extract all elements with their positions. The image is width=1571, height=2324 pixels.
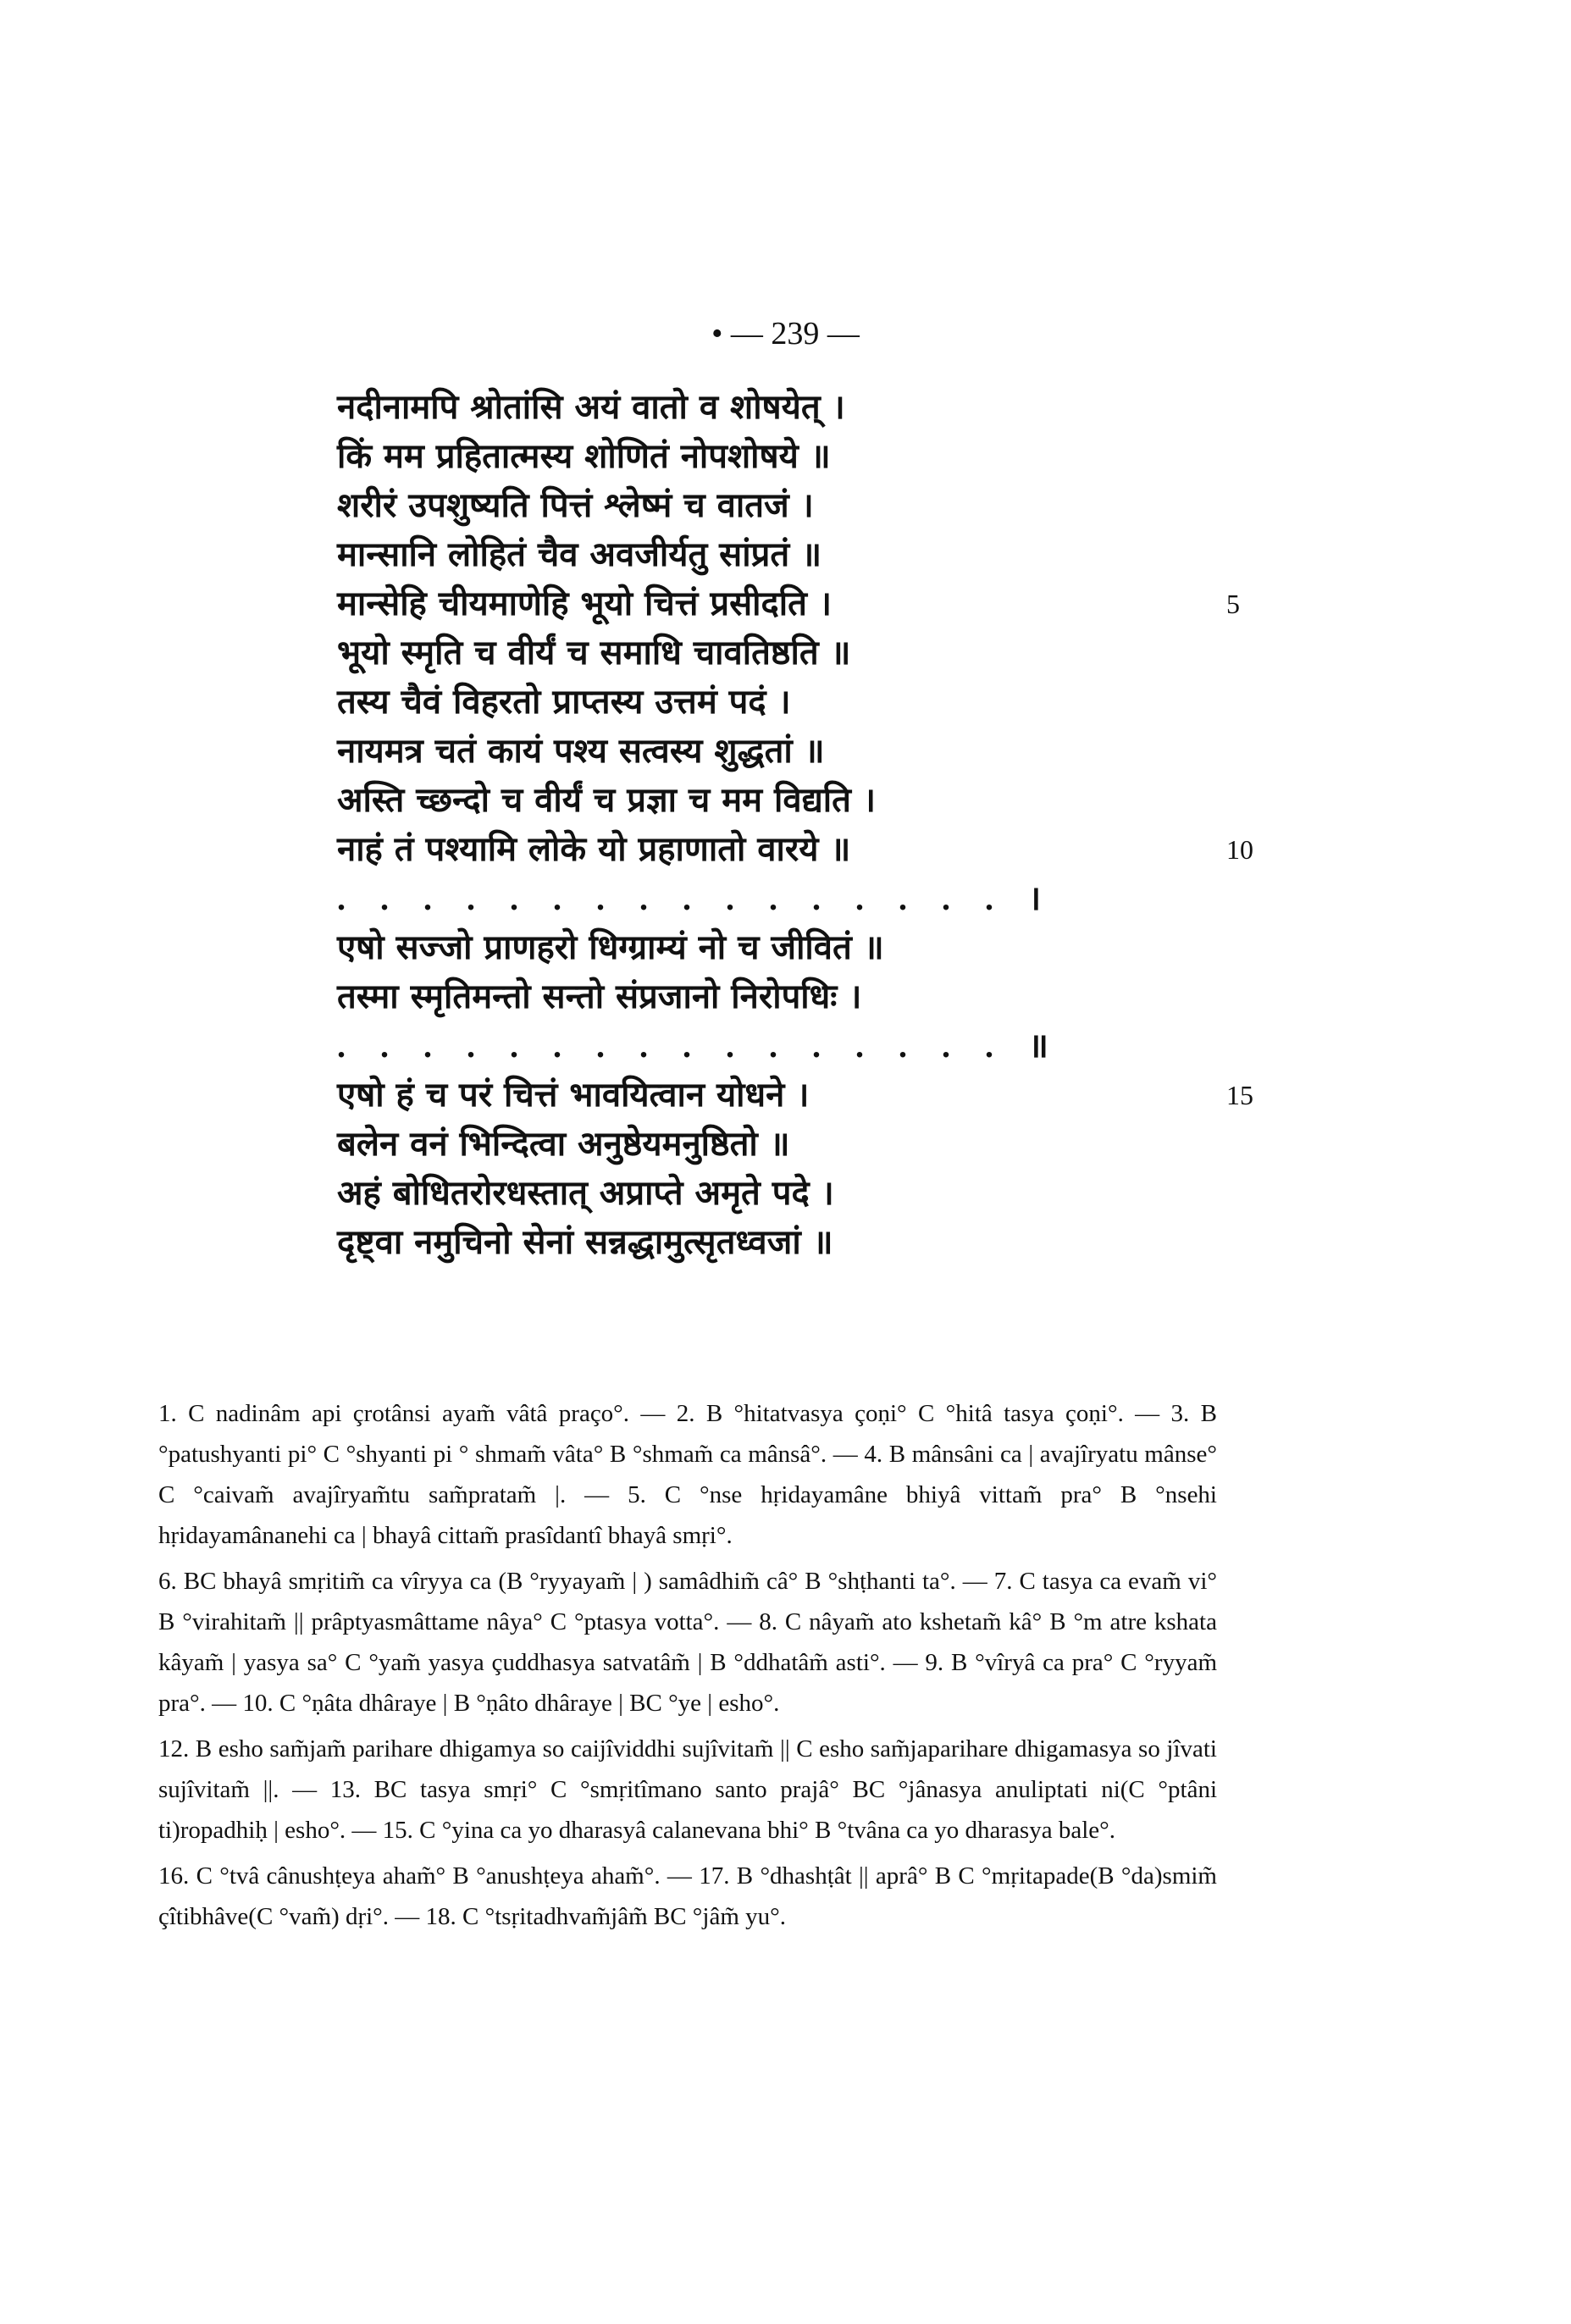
- verse-line: [337, 727, 1269, 776]
- verse-line: [337, 678, 1269, 727]
- verse-text: मान्सानि लोहितं चैव अवजीर्यतु सांप्रतं ॥: [337, 534, 822, 574]
- footnote-paragraph: 16. C °tvâ cânushṭeya aham̃° B °anushṭeya aham̃°. — 17. B °dhashṭât || aprâ° B C °mṛitapade(B °da)smim̃ çîtibhâve(C °vam̃) dṛi°. — 18. C °tsṛitadhvam̃jâm̃ BC °jâm̃ yu°.: [158, 1862, 1217, 1930]
- verse-text: भूयो स्मृति च वीर्यं च समाधि चावतिष्ठति ॥: [337, 633, 851, 672]
- verse-text: नायमत्र चतं कायं पश्य सत्वस्य शुद्धतां ॥: [337, 731, 825, 771]
- verse-text: . . . . . . . . . . . . . . . . ।: [337, 879, 1042, 917]
- verse-line: [337, 1169, 1269, 1218]
- verse-line: [337, 628, 1269, 678]
- line-number: 15: [1226, 1080, 1253, 1110]
- verse-text: . . . . . . . . . . . . . . . . ॥: [337, 1026, 1048, 1065]
- footnote-paragraph: 1. C nadinâm api çrotânsi ayam̃ vâtâ praço°. — 2. B °hitatvasya çoṇi° C °hitâ tasya çoṇi°. — 3. B °patushyanti pi° C °shyanti pi ° shmam̃ vâta° B °shmam̃ ca mânsâ°. — 4. B mânsâni ca | avajîryatu mânse° C °caivam̃ avajîryam̃tu sam̃pratam̃ |. — 5. C °nse hṛidayamâne bhiyâ vittam̃ pra° B °nsehi hṛidayamânanehi ca | bhayâ cittam̃ prasîdantî bhayâ smṛi°.: [158, 1400, 1217, 1549]
- verse-line: [337, 1071, 1269, 1120]
- verse-line: [337, 530, 1269, 579]
- verse-line: [337, 1218, 1269, 1267]
- verse-line: [337, 579, 1269, 628]
- verse-line: [337, 776, 1269, 825]
- verse-line: [337, 481, 1269, 530]
- line-number: 10: [1226, 834, 1253, 865]
- verse-line: [337, 825, 1269, 874]
- verse-text: एषो हं च परं चित्तं भावयित्वान योधने ।: [337, 1075, 810, 1115]
- verse-block: [337, 383, 1269, 1267]
- verse-line: [337, 383, 1269, 432]
- verse-text: नाहं तं पश्यामि लोके यो प्रहाणातो वारये ॥: [337, 829, 851, 869]
- verse-text: किं मम प्रहितात्मस्य शोणितं नोपशोषये ॥: [337, 436, 831, 476]
- verse-line: [337, 1120, 1269, 1169]
- footnote-paragraph: 6. BC bhayâ smṛitim̃ ca vîryya ca (B °ryyayam̃ | ) samâdhim̃ câ° B °shṭhanti ta°. — 7. C tasya ca evam̃ vi° B °virahitam̃ || prâptyasmâttame nâya° C °ptasya votta°. — 8. C nâyam̃ ato kshetam̃ kâ° B °m atre kshata kâyam̃ | yasya sa° C °yam̃ yasya çuddhasya satvatâm̃ | B °ddhatâm̃ asti°. — 9. B °vîryâ ca pra° C °ryyam̃ pra°. — 10. C °ṇâta dhâraye | B °ṇâto dhâraye | BC °ye | esho°.: [158, 1568, 1217, 1717]
- verse-text: तस्मा स्मृतिमन्तो सन्तो संप्रजानो निरोपधिः ।: [337, 977, 862, 1016]
- verse-text: बलेन वनं भिन्दित्वा अनुष्ठेयमनुष्ठितो ॥: [337, 1124, 790, 1164]
- verse-text: दृष्ट्वा नमुचिनो सेनां सन्नद्धामुत्सृतध्वजां ॥: [337, 1222, 833, 1262]
- verse-text: अहं बोधितरोरधस्तात् अप्राप्ते अमृते पदे ।: [337, 1173, 834, 1213]
- verse-line: [337, 972, 1269, 1021]
- footnote-paragraph: 12. B esho sam̃jam̃ parihare dhigamya so caijîviddhi sujîvitam̃ || C esho sam̃japarihare dhigamasya so jîvati sujîvitam̃ ||. — 13. BC tasya smṛi° C °smṛitîmano santo prajâ° BC °jânasya anuliptati ni(C °ptâni ti)ropadhiḥ | esho°. — 15. C °yina ca yo dharasyâ calanevana bhi° B °tvâna ca yo dharasya bale°.: [158, 1735, 1217, 1844]
- line-number: 5: [1226, 589, 1240, 619]
- verse-line: [337, 432, 1269, 481]
- footnotes: [158, 1393, 1217, 1942]
- verse-text: मान्सेहि चीयमाणेहि भूयो चित्तं प्रसीदति ।: [337, 584, 832, 623]
- verse-text: अस्ति च्छन्दो च वीर्यं च प्रज्ञा च मम विद्यति ।: [337, 780, 877, 820]
- verse-text: एषो सज्जो प्राणहरो धिग्ग्राम्यं नो च जीवितं ॥: [337, 927, 884, 967]
- verse-text: नदीनामपि श्रोतांसि अयं वातो व शोषयेत् ।: [337, 387, 845, 427]
- verse-text: शरीरं उपशुष्यति पित्तं श्लेष्मं च वातजं ।: [337, 485, 814, 525]
- verse-text: तस्य चैवं विहरतो प्राप्तस्य उत्तमं पदं ।: [337, 682, 791, 722]
- verse-line: [337, 1021, 1269, 1071]
- page-number: • — 239 —: [711, 316, 860, 351]
- verse-line: [337, 874, 1269, 923]
- verse-line: [337, 923, 1269, 972]
